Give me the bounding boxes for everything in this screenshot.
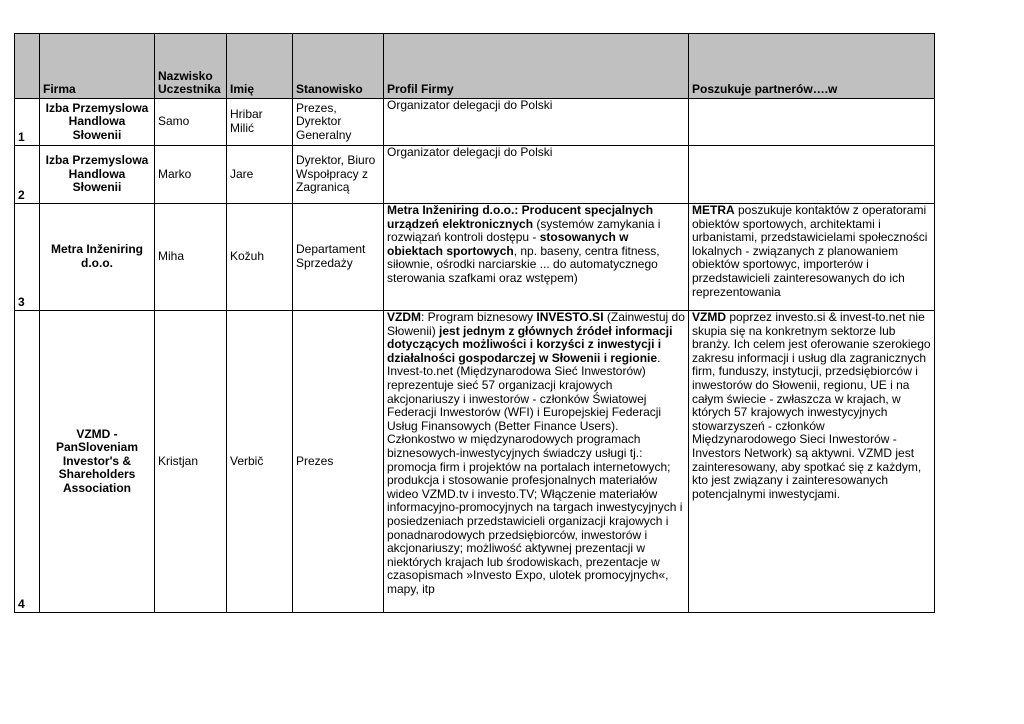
row-number: 4 <box>15 311 40 613</box>
header-profil: Profil Firmy <box>384 34 689 99</box>
poszukuje-bold-text: VZMD <box>692 310 726 324</box>
cell-firma: Metra Inženiring d.o.o. <box>40 204 155 311</box>
cell-firma: Izba Przemyslowa Handlowa Słowenii <box>40 99 155 146</box>
header-imie: Imię <box>227 34 293 99</box>
cell-profil: Organizator delegacji do Polski <box>384 99 689 146</box>
cell-poszukuje <box>689 99 935 146</box>
cell-imie: Jare <box>227 146 293 204</box>
header-num <box>15 34 40 99</box>
poszukuje-text: poprzez investo.si & invest-to.net nie skupia się na konkretnym sektorze lub branży. Ich celem jest oferowanie szerokiego zakresu informacji i usług dla zagranicznych firm, funduszy, instytucji, przedsiębiorców i inwestorów do Słowenii, regionu, UE i na całym świecie - zwłaszcza w krajach, w których 57 krajowych inwestycyjnych stowarzyszeń - członków Międzynarodowego Sieci Inwestorów - Investors Network) są aktywni. VZMD jest zainteresowany, aby spotkać się z każdym, kto jest związany i zainteresowanych potencjalnymi inwestycjami. <box>692 310 931 501</box>
profil-bold-text: INVESTO.SI <box>536 310 604 324</box>
header-poszukuje: Poszukuje partnerów….w <box>689 34 935 99</box>
profil-text: (systemów zamykania i rozwiązań kontroli dostępu - <box>387 216 661 245</box>
cell-firma: VZMD - PanSloveniam Investor's & Shareholders Association <box>40 311 155 613</box>
table-row <box>15 204 935 311</box>
profil-bold-text: VZDM <box>387 310 421 324</box>
header-nazwisko: Nazwisko Uczestnika <box>155 34 227 99</box>
cell-stanowisko: Departament Sprzedaży <box>293 204 384 311</box>
header-row <box>15 34 935 99</box>
profil-bold-text: jest jednym z głównych źródeł informacji dotyczących możliwości i korzyści z inwestycji i działalności gospodarczej w Słowenii i regionie <box>387 323 673 365</box>
cell-poszukuje <box>689 204 935 311</box>
table-row <box>15 311 935 613</box>
poszukuje-bold-text: METRA <box>692 203 735 217</box>
row-number: 2 <box>15 146 40 204</box>
cell-imie: Verbič <box>227 311 293 613</box>
cell-nazwisko: Samo <box>155 99 227 146</box>
partners-table <box>14 33 935 613</box>
cell-profil: Organizator delegacji do Polski <box>384 146 689 204</box>
profil-text: (Zainwestuj do Słowenii) <box>387 310 685 338</box>
row-number: 3 <box>15 204 40 311</box>
cell-nazwisko: Marko <box>155 146 227 204</box>
cell-firma: Izba Przemyslowa Handlowa Słowenii <box>40 146 155 204</box>
profil-text: , np. baseny, centra fitness, siłownie, ośrodki narciarskie ... do automatycznego sterowania szafkami oraz wstępem) <box>387 243 660 285</box>
profil-bold-text: stosowanych w obiektach sportowych <box>387 230 629 258</box>
profil-text: . Invest-to.net (Międzynarodowa Sieć Inwestorów) reprezentuje sieć 57 organizacji krajowych akcjonariuszy i inwestorów - członków Światowej Federacji Inwestorów (WFI) i Europejskiej Federacji Usług Finansowych (Better Finance Users). Członkostwo w międzynarodowych programach biznesowych-inwestycyjnych świadczy usługi tj.: promocja firm i projektów na portalach internetowych; produkcja i stosowanie profesjonalnych materiałów wideo VZMD.tv i investo.TV; Włączenie materiałów informacyjno-promocyjnych na targach inwestycyjnych i posiedzeniach przedstawicieli organizacji krajowych i ponadnarodowych przedsiębiorców, inwestorów i akcjonariuszy; możliwość aktywnej prezentacji w niektórych krajach lub środowiskach, prezentacje w czasopismach »Investo Expo, ulotek promocyjnych«, mapy, itp <box>387 350 683 596</box>
poszukuje-text: poszukuje kontaktów z operatorami obiektów sportowych, architektami i urbanistami, przedstawicielami społeczności lokalnych - związanych z planowaniem obiektów sportowyc, importerów i przedstawicieli zainteresowanych do ich reprezentowania <box>692 203 928 299</box>
cell-stanowisko: Dyrektor, Biuro Wspołpracy z Zagranicą <box>293 146 384 204</box>
row-number: 1 <box>15 99 40 146</box>
cell-nazwisko: Miha <box>155 204 227 311</box>
cell-profil <box>384 311 689 613</box>
cell-nazwisko: Kristjan <box>155 311 227 613</box>
header-firma: Firma <box>40 34 155 99</box>
cell-stanowisko: Prezes, Dyrektor Generalny <box>293 99 384 146</box>
cell-stanowisko: Prezes <box>293 311 384 613</box>
profil-text: : Program biznesowy <box>421 310 537 324</box>
cell-imie: Kožuh <box>227 204 293 311</box>
header-stanowisko: Stanowisko <box>293 34 384 99</box>
table-row <box>15 99 935 146</box>
cell-poszukuje <box>689 146 935 204</box>
cell-poszukuje <box>689 311 935 613</box>
cell-profil <box>384 204 689 311</box>
table-row <box>15 146 935 204</box>
cell-imie: Hribar Milić <box>227 99 293 146</box>
profil-bold-text: Metra Inženiring d.o.o.: Producent specjalnych urządzeń elektronicznych <box>387 203 654 231</box>
